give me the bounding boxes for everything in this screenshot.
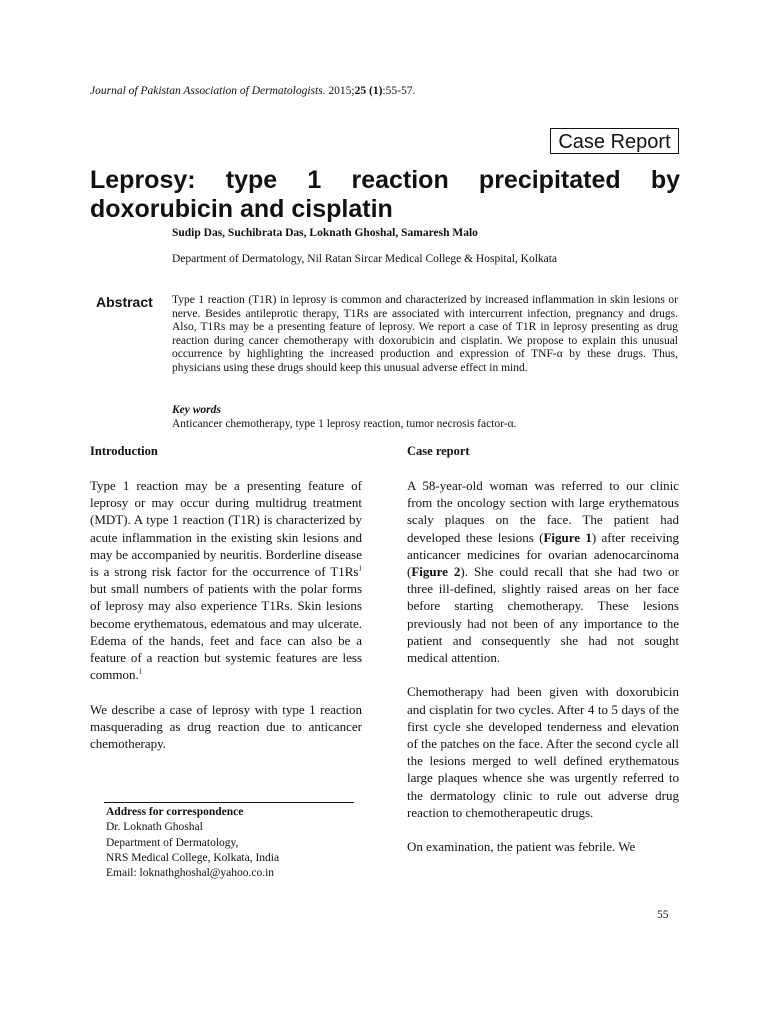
journal-issue: (1) [366,85,383,97]
case-paragraph-3: On examination, the patient was febrile. We [407,839,636,855]
authors: Sudip Das, Suchibrata Das, Loknath Ghoshal, Samaresh Malo [172,227,478,239]
introduction-body [90,477,362,769]
correspondence-divider [104,802,354,803]
journal-volume: 25 [354,85,367,97]
correspondence-block [106,805,279,881]
abstract-text: Type 1 reaction (T1R) in leprosy is common and characterized by increased inflammation in skin lesions or nerve. Besides antileprotic therapy, T1Rs are associated with intercurrent infection, pregnancy and drugs. Also, T1Rs may be a presenting feature of leprosy. We report a case of T1R in leprosy presenting as drug reaction during cancer chemotherapy with doxorubicin and cisplatin. We propose to explain this unusual occurrence by highlighting the increased production and expression of TNF-α by these drugs. Thus, physicians using these drugs should keep this unusual adverse effect in mind. [172,294,678,374]
article-type-box: Case Report [550,128,679,154]
journal-name: Journal of Pakistan Association of Dermatologists [90,85,323,97]
case-report-body [407,477,679,873]
figure-2-ref: Figure 2 [411,564,461,580]
affiliation: Department of Dermatology, Nil Ratan Sircar Medical College & Hospital, Kolkata [172,253,558,265]
title-line-1: Leprosy: type 1 reaction precipitated by [90,166,680,194]
journal-year: . 2015; [322,85,355,97]
journal-citation [90,85,415,97]
page-number: 55 [657,909,669,921]
correspondence-dept: Department of Dermatology, [106,836,239,849]
introduction-heading: Introduction [90,444,158,458]
correspondence-name: Dr. Loknath Ghoshal [106,821,203,834]
abstract-label: Abstract [96,294,153,310]
title-line-2: doxorubicin and cisplatin [90,195,393,223]
case-paragraph-2: Chemotherapy had been given with doxorubicin and cisplatin for two cycles. After 4 to 5 days of the first cycle she developed tenderness and elevation of the patches on the face. After the second cycle all the lesions merged to well defined erythematous large plaques whence she was urgently referred to the dermatology clinic to rule out adverse drug reaction to chemotherapeutic drugs. [407,684,679,820]
keywords-label: Key words [172,404,221,416]
keywords-text: Anticancer chemotherapy, type 1 leprosy reaction, tumor necrosis factor-α. [172,418,517,430]
case-report-heading: Case report [407,444,470,458]
journal-pages: :55-57. [382,85,416,97]
article-title [90,166,680,224]
citation-ref: 1 [358,564,362,573]
case-paragraph-1: A 58-year-old woman was referred to our clinic from the oncology section with large erythematous scaly plaques on the face. The patient had developed these lesions (Figure 1) after receiving anticancer medicines for ovarian adenocarcinoma (Figure 2). She could recall that she had two or three ill-defined, slightly raised areas on her face before starting chemotherapy. These lesions previously had not been of any importance to the patient and consequently she had not sought medical attention. [407,478,680,666]
figure-1-ref: Figure 1 [543,529,592,545]
citation-ref: 1 [138,667,143,676]
correspondence-heading: Address for correspondence [106,806,244,818]
intro-paragraph-2: We describe a case of leprosy with type 1 reaction masquerading as drug reaction due to anticancer chemotherapy. [90,701,362,752]
correspondence-email[interactable]: Email: loknathghoshal@yahoo.co.in [106,867,275,880]
intro-paragraph-1: Type 1 reaction may be a presenting feature of leprosy or may occur during multidrug treatment (MDT). A type 1 reaction (T1R) is characterized by acute inflammation in the existing skin lesions and may be accompanied by neuritis. Borderline disease is a strong risk factor for the occurrence of T1Rs$^1$ but small numbers of patients with the polar forms of leprosy may also experience T1Rs. Skin lesions become erythematous, edematous and may ulcerate. Edema of the hands, feet and face can also be a feature of a reaction but systemic features are less common.$^1$ [90,478,362,683]
correspondence-institution: NRS Medical College, Kolkata, India [106,851,280,864]
